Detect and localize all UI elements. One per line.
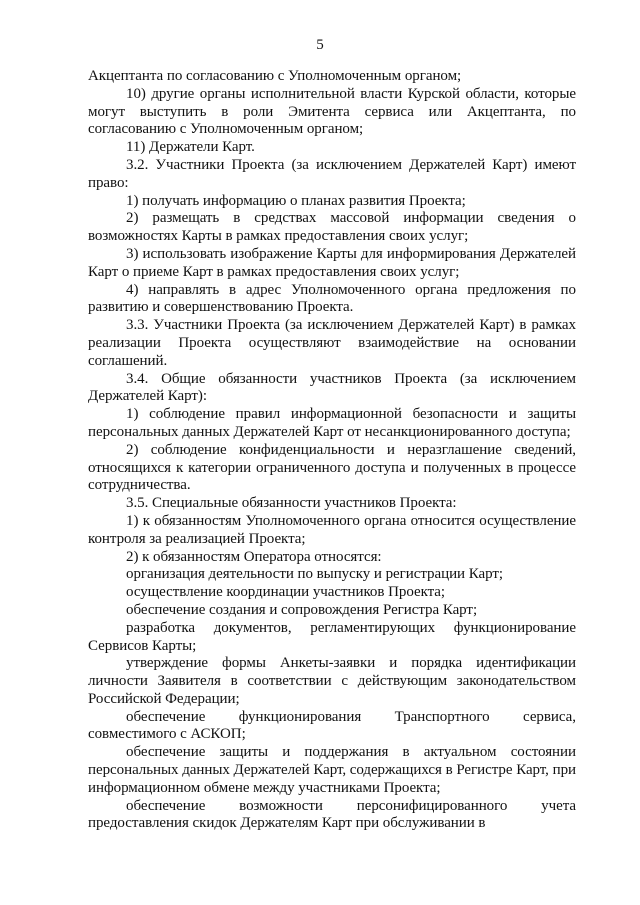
paragraph: обеспечение функционирования Транспортного сервиса, совместимого с АСКОП; (88, 708, 576, 743)
paragraph: 3.2. Участники Проекта (за исключением Держателей Карт) имеют право: (88, 156, 576, 191)
paragraph: обеспечение возможности персонифицированного учета предоставления скидок Держателям Карт при обслуживании в (88, 797, 576, 832)
paragraph: 3.5. Специальные обязанности участников Проекта: (126, 495, 457, 512)
paragraph: Акцептанта по согласованию с Уполномоченным органом; (88, 68, 462, 84)
paragraph: организация деятельности по выпуску и регистрации Карт; (126, 566, 503, 583)
paragraph: 1) получать информацию о планах развития Проекта; (126, 192, 466, 209)
paragraph: 1) соблюдение правил информационной безопасности и защиты персональных данных Держателей Карт от несанкционированного доступа; (88, 406, 576, 440)
paragraph: 10) другие органы исполнительной власти Курской области, которые могут выступить в роли Эмитента сервиса или Акцептанта, по согласованию с Уполномоченным органом; (88, 85, 576, 138)
paragraph: разработка документов, регламентирующих функционирование Сервисов Карты; (88, 619, 576, 654)
paragraph: 2) соблюдение конфиденциальности и неразглашение сведений, относящихся к категории ограниченного доступа и полученных в процессе сотрудничества. (88, 441, 576, 494)
paragraph: 3.4. Общие обязанности участников Проекта (за исключением Держателей Карт): (88, 370, 576, 405)
paragraph: 1) к обязанностям Уполномоченного органа относится осуществление контроля за реализацией Проекта; (88, 512, 576, 547)
paragraph: 2) к обязанностям Оператора относятся: (126, 548, 382, 565)
paragraph: 3) использовать изображение Карты для информирования Держателей Карт о приеме Карт в рамках предоставления своих услуг; (88, 245, 576, 280)
paragraph: обеспечение создания и сопровождения Регистра Карт; (126, 601, 478, 618)
paragraph: 4) направлять в адрес Уполномоченного органа предложения по развитию и совершенствованию Проекта. (88, 281, 576, 316)
paragraph: 11) Держатели Карт. (126, 139, 255, 156)
document-body (88, 68, 576, 833)
paragraph: утверждение формы Анкеты-заявки и порядка идентификации личности Заявителя в соответствии с действующим законодательством Российской Федерации; (88, 655, 576, 707)
paragraph: обеспечение защиты и поддержания в актуальном состоянии персональных данных Держателей Карт, содержащихся в Регистре Карт, при информационном обмене между участниками Проекта; (88, 744, 576, 796)
page-number: 5 (316, 37, 324, 53)
paragraph: осуществление координации участников Проекта; (126, 584, 446, 601)
paragraph: 2) размещать в средствах массовой информации сведения о возможностях Карты в рамках предоставления своих услуг; (88, 210, 576, 245)
paragraph: 3.3. Участники Проекта (за исключением Держателей Карт) в рамках реализации Проекта осуществляют взаимодействие на основании соглашений. (88, 317, 576, 369)
